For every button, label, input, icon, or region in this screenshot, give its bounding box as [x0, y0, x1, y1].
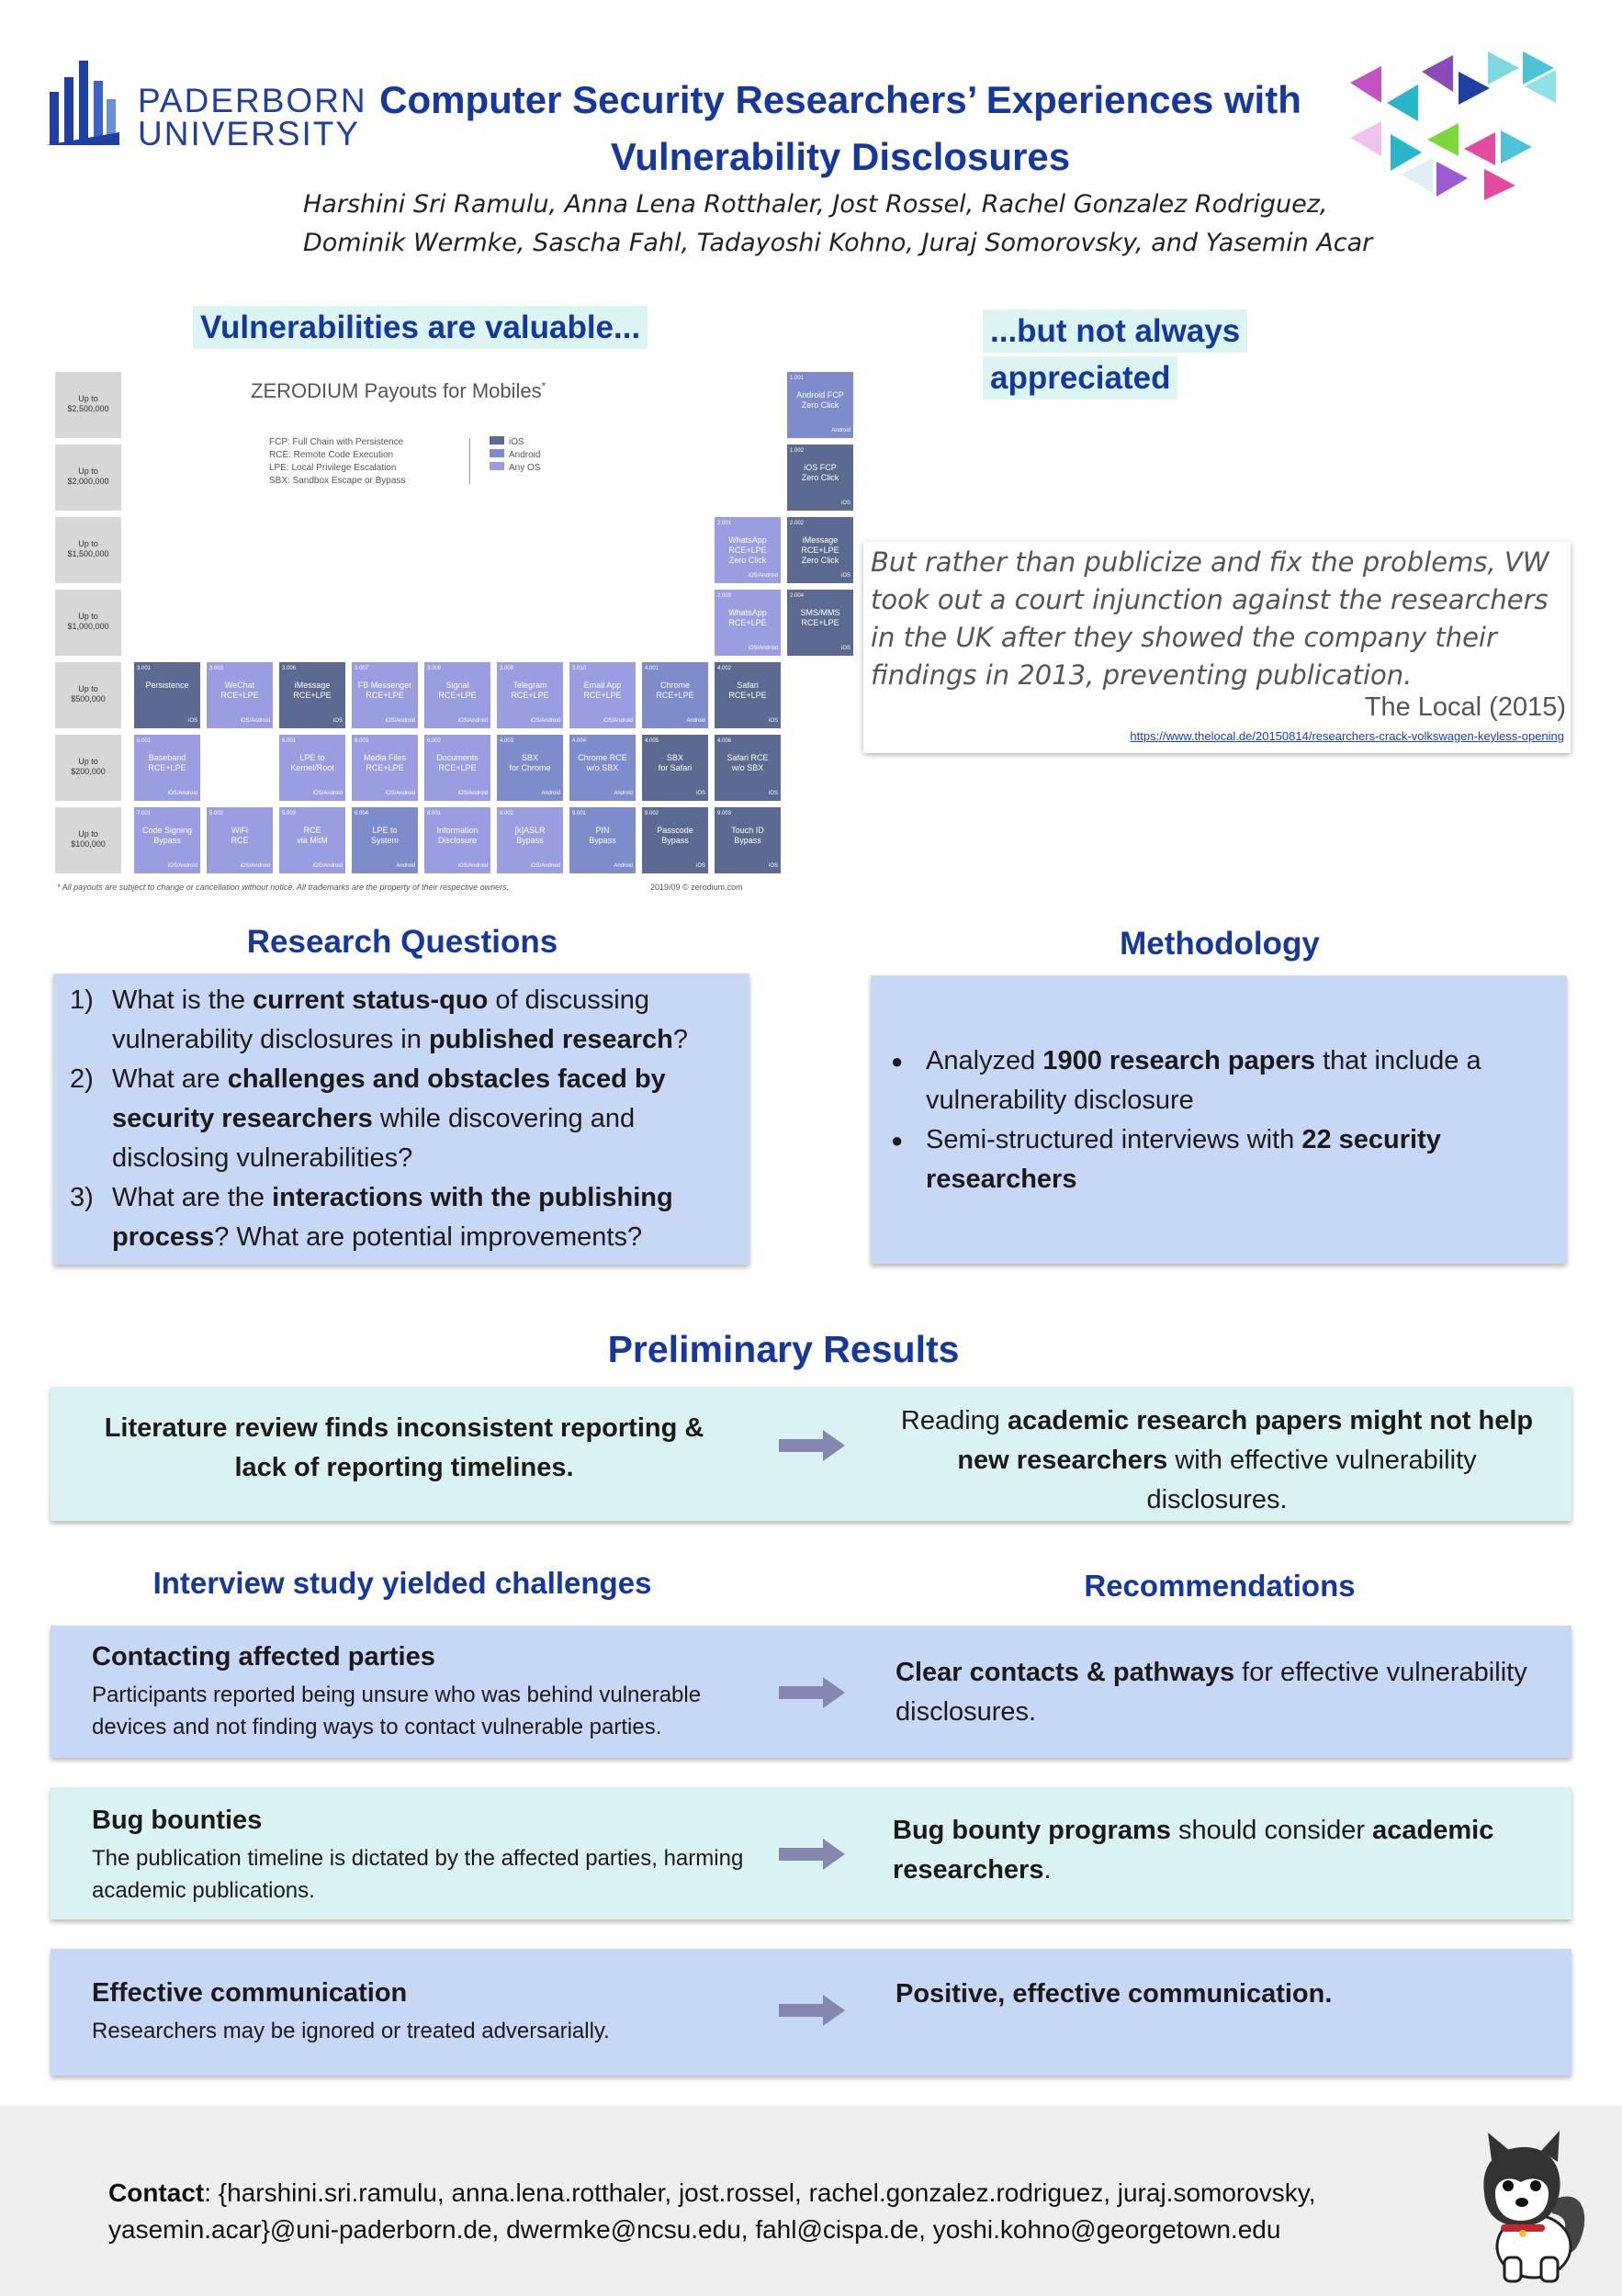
text-run: What are the: [112, 1183, 273, 1212]
tile-label: Passcode Bypass: [657, 826, 693, 845]
rq-list: [64, 981, 744, 1257]
payout-level-label: Up to $500,000: [55, 662, 121, 728]
payout-tile: [424, 735, 490, 801]
challenge-title: Contacting affected parties: [92, 1642, 435, 1671]
rq-text: [112, 1183, 673, 1252]
legend-android-label: Android: [509, 450, 541, 460]
payout-tile: [279, 662, 345, 728]
logo-line1: PADERBORN: [138, 82, 367, 119]
bold-text: academic research papers might not help new researchers: [957, 1406, 1534, 1475]
chart-title-text: ZERODIUM Payouts for Mobiles: [251, 379, 542, 402]
rq-item: [64, 1060, 744, 1178]
payout-tile: [642, 807, 708, 873]
payout-tile: [207, 807, 273, 873]
rq-item: [64, 1178, 744, 1257]
rq-text: [112, 985, 688, 1054]
tile-os: iOS/Android: [167, 791, 197, 796]
text-run: .: [1043, 1855, 1052, 1885]
tile-os: iOS/Android: [748, 646, 778, 651]
bold-text: Positive, effective communication.: [895, 1979, 1333, 2009]
legend-android: [490, 449, 540, 462]
challenge-desc: Participants reported being unsure who was behind vulnerable devices and not finding ways to contact vulnerable parties.: [92, 1683, 702, 1739]
tile-os: iOS/Android: [530, 718, 560, 724]
method-bullet: [889, 1120, 1550, 1199]
tile-label: WhatsApp RCE+LPE: [728, 608, 767, 627]
chart-credit: 2019/09 © zerodium.com: [650, 883, 743, 892]
challenge-arrow-icon: [779, 1839, 845, 1870]
valuable-heading: [193, 310, 648, 346]
tile-os: iOS: [840, 646, 850, 651]
tile-label: Email App RCE+LPE: [583, 681, 622, 700]
text-run: of discussing vulnerability disclosures in: [112, 985, 650, 1054]
tile-os: iOS/Android: [167, 863, 197, 869]
payout-tile: [715, 735, 781, 801]
tile-label: Information Disclosure: [436, 826, 479, 845]
tile-label: Telegram RCE+LPE: [511, 681, 549, 700]
prelim-left-text: Literature review finds inconsistent reporting & lack of reporting timelines.: [104, 1413, 704, 1482]
tile-code: 8.001: [427, 811, 442, 816]
tile-label: PIN Bypass: [589, 826, 616, 845]
contact: [108, 2175, 1431, 2248]
tile-code: 2.003: [717, 593, 732, 599]
appreciated-heading: [983, 308, 1247, 401]
bullet-icon: ●: [891, 1050, 904, 1073]
recommendation-text: [895, 1653, 1538, 1732]
text-run: ?: [672, 1025, 689, 1054]
text-run: ? What are potential improvements?: [214, 1222, 643, 1252]
tile-os: iOS/Android: [312, 863, 343, 869]
tile-code: 2.004: [790, 593, 805, 599]
challenge-desc: Researchers may be ignored or treated adversarially.: [92, 2019, 610, 2043]
zerodium-chart: [53, 372, 850, 897]
tile-label: Chrome RCE w/o SBX: [578, 753, 627, 772]
legend-anyos-label: Any OS: [509, 463, 541, 473]
tile-code: 1.001: [790, 376, 805, 381]
legend-def: FCP: Full Chain with Persistence: [269, 437, 404, 447]
tile-os: iOS: [768, 791, 778, 796]
valuable-heading-text: Vulnerabilities are valuable...: [193, 306, 648, 349]
payout-tile: [569, 807, 636, 873]
legend-ios: [490, 436, 540, 449]
legend-anyos: [490, 462, 540, 475]
tile-code: 4.004: [572, 738, 587, 744]
payout-tile: [352, 662, 418, 728]
tile-label: iOS FCP Zero Click: [801, 463, 839, 482]
tile-label: Chrome RCE+LPE: [656, 681, 694, 700]
text-run: for effective vulnerability disclosures.: [895, 1658, 1527, 1727]
payout-tile: [279, 735, 345, 801]
text-run: What are: [112, 1064, 228, 1094]
payout-tile: [352, 807, 418, 873]
tile-code: 6.001: [282, 738, 297, 744]
recommendation-text: [893, 1811, 1536, 1890]
tile-os: iOS/Android: [240, 863, 270, 869]
payout-tile: [715, 517, 781, 583]
tile-code: 5.003: [282, 811, 297, 816]
tile-os: Android: [396, 863, 415, 869]
poster-title: [349, 72, 1332, 186]
payout-tile: [715, 807, 781, 873]
tile-os: iOS: [840, 573, 850, 579]
tile-code: 7.001: [137, 811, 152, 816]
tile-os: iOS: [695, 791, 705, 796]
legend-def: RCE: Remote Code Execution: [269, 450, 394, 460]
tile-os: iOS: [187, 718, 197, 724]
appreciated-heading-line2: appreciated: [983, 356, 1177, 400]
tile-os: iOS/Android: [457, 718, 488, 724]
tile-label: Documents RCE+LPE: [436, 753, 479, 772]
payout-level-label: Up to $1,500,000: [55, 517, 121, 583]
tile-os: iOS/Android: [457, 863, 488, 869]
method-text: [926, 1125, 1441, 1194]
prelim-heading: Preliminary Results: [607, 1328, 960, 1370]
challenge-title: Effective communication: [92, 1978, 408, 2008]
legend-ios-label: iOS: [509, 437, 524, 447]
tile-code: 3.006: [282, 666, 297, 671]
tile-os: Android: [541, 791, 560, 796]
rq-number: 2): [70, 1064, 94, 1094]
bold-text: academic researchers: [893, 1816, 1494, 1885]
quote-text: But rather than publicize and fix the problems, VW took out a court injunction against the researchers in the UK after they showed the company their findings in 2013, preventing publication.: [871, 546, 1549, 691]
tile-label: SBX for Chrome: [509, 753, 551, 772]
text-run: What is the: [112, 985, 253, 1015]
tile-os: Android: [614, 863, 633, 869]
payout-tile: [497, 807, 563, 873]
challenge-arrow-icon: [779, 1677, 845, 1708]
tile-label: Signal RCE+LPE: [438, 681, 477, 700]
payout-tile: [207, 662, 273, 728]
tile-code: 4.005: [645, 738, 659, 744]
text-run: Semi-structured interviews with: [926, 1125, 1302, 1154]
method-list: [889, 1041, 1550, 1199]
tile-label: WhatsApp RCE+LPE Zero Click: [728, 535, 767, 565]
logo-line2: UNIVERSITY: [138, 115, 361, 152]
tile-os: iOS: [768, 863, 778, 869]
tile-code: 4.006: [717, 738, 732, 744]
legend-def: LPE: Local Privilege Escalation: [269, 463, 397, 473]
chart-title-mark: *: [541, 379, 546, 393]
payout-level-label: Up to $100,000: [55, 807, 121, 873]
text-run: with effective vulnerability disclosures.: [1146, 1446, 1477, 1514]
tile-label: RCE via MitM: [297, 826, 328, 845]
chart-legend-os: [490, 436, 540, 475]
payout-tile: [279, 807, 345, 873]
tile-label: Code Signing Bypass: [141, 826, 193, 845]
payout-tile: [569, 662, 636, 728]
decorative-triangles-icon: [1350, 46, 1580, 200]
method-bullet: [889, 1041, 1550, 1120]
text-run: while discovering and disclosing vulnerabilities?: [112, 1104, 636, 1173]
challenge-desc: The publication timeline is dictated by the affected parties, harming academic publications.: [92, 1846, 744, 1903]
tile-code: 9.002: [645, 811, 659, 816]
payout-tile: [134, 807, 200, 873]
bold-text: Clear contacts & pathways: [895, 1658, 1235, 1687]
tile-os: Android: [614, 791, 633, 796]
payout-tile: [642, 735, 708, 801]
university-logo-icon: [46, 53, 121, 149]
payout-level-label: Up to $2,000,000: [55, 445, 121, 511]
tile-os: iOS: [332, 718, 343, 724]
tile-code: 3.003: [209, 666, 224, 671]
payout-tile: [497, 735, 563, 801]
tile-os: iOS/Android: [312, 791, 343, 796]
tile-label: FB Messenger RCE+LPE: [357, 681, 412, 700]
bold-text: Bug bounty programs: [893, 1816, 1171, 1845]
tile-code: 5.002: [209, 811, 224, 816]
bold-text: published research: [428, 1025, 673, 1054]
payout-tile: [497, 662, 563, 728]
authors: [303, 186, 1405, 263]
title-line2: Vulnerability Disclosures: [610, 135, 1071, 178]
payout-tile: [134, 735, 200, 801]
challenge-title: Bug bounties: [92, 1806, 263, 1835]
bullet-icon: ●: [891, 1129, 904, 1152]
prelim-right-text: [895, 1401, 1538, 1520]
challenges-heading: Interview study yielded challenges: [152, 1566, 652, 1600]
rq-number: 3): [70, 1183, 94, 1212]
tile-os: iOS/Android: [385, 718, 415, 724]
tile-code: 2.001: [717, 521, 732, 526]
tile-label: Safari RCE+LPE: [728, 681, 767, 700]
tile-label: Media Files RCE+LPE: [363, 753, 406, 772]
tile-code: 3.008: [427, 666, 442, 671]
tile-os: iOS/Android: [457, 791, 488, 796]
rq-item: [64, 981, 744, 1060]
tile-label: WeChat RCE+LPE: [220, 681, 259, 700]
tile-os: Android: [686, 718, 705, 724]
challenge-arrow-icon: [779, 1995, 845, 2026]
tile-label: Safari RCE w/o SBX: [727, 753, 769, 772]
tile-label: SMS/MMS RCE+LPE: [800, 608, 840, 627]
tile-code: 4.003: [500, 738, 514, 744]
tile-label: Baseband RCE+LPE: [148, 753, 186, 772]
tile-label: WiFi RCE: [231, 826, 249, 845]
payout-tile: [352, 735, 418, 801]
payout-tile: [715, 662, 781, 728]
text-run: Analyzed: [926, 1046, 1043, 1075]
title-line1: Computer Security Researchers’ Experiences with: [379, 78, 1301, 121]
tile-os: iOS/Android: [385, 791, 415, 796]
contact-label: Contact: [108, 2178, 205, 2207]
bold-text: 22 security researchers: [926, 1125, 1441, 1194]
tile-code: 4.002: [717, 666, 732, 671]
tile-label: SBX for Safari: [658, 753, 693, 772]
university-name: [138, 84, 367, 151]
tile-os: iOS: [840, 501, 850, 506]
husky-mascot-icon: [1468, 2129, 1594, 2283]
payout-tile: [134, 662, 200, 728]
payout-tile: [715, 590, 781, 656]
tile-os: Android: [831, 428, 850, 433]
payout-tile: [787, 590, 853, 656]
authors-line2: Dominik Wermke, Sascha Fahl, Tadayoshi Kohno, Juraj Somorovsky, and Yasemin Acar: [303, 229, 1373, 257]
tile-code: 6.002: [427, 738, 442, 744]
bold-text: interactions with the publishing process: [112, 1183, 673, 1252]
tile-os: iOS/Android: [603, 718, 633, 724]
tile-label: Persistence: [145, 681, 189, 690]
text-run: Reading: [900, 1406, 1008, 1435]
tile-os: iOS: [768, 718, 778, 724]
tile-os: iOS/Android: [748, 573, 778, 579]
tile-code: 8.002: [500, 811, 514, 816]
tile-code: 3.010: [572, 666, 587, 671]
tile-code: 6.003: [355, 738, 369, 744]
payout-level-label: Up to $200,000: [55, 735, 121, 801]
appreciated-heading-line1: ...but not always: [983, 310, 1247, 353]
tile-label: [k]ASLR Bypass: [514, 826, 546, 845]
chart-legend-defs: [269, 436, 405, 488]
chart-footnote: * All payouts are subject to change or cancellation without notice. All trademarks are the property of their respective owners.: [57, 883, 510, 892]
tile-label: Touch ID Bypass: [731, 826, 764, 845]
payout-tile: [787, 372, 853, 438]
method-text: [926, 1046, 1481, 1115]
tile-os: iOS: [695, 863, 705, 869]
payout-tile: [787, 445, 853, 511]
rq-text: [112, 1064, 666, 1173]
tile-label: LPE to Kernel/Root: [290, 753, 334, 772]
rq-heading: Research Questions: [246, 924, 558, 960]
bold-text: 1900 research papers: [1042, 1046, 1316, 1075]
payout-tile: [569, 735, 636, 801]
tile-code: 4.001: [645, 666, 659, 671]
payout-tile: [424, 807, 490, 873]
tile-code: 3.001: [137, 666, 152, 671]
tile-label: iMessage RCE+LPE Zero Click: [801, 535, 839, 565]
tile-os: iOS/Android: [240, 718, 270, 724]
bold-text: current status-quo: [253, 985, 489, 1015]
payout-level-label: Up to $1,000,000: [55, 590, 121, 656]
chart-title: [251, 379, 546, 403]
quote-url-link[interactable]: https://www.thelocal.de/20150814/researchers-crack-volkswagen-keyless-opening: [1130, 729, 1564, 743]
chart-legend-divider: [469, 438, 470, 484]
tile-label: iMessage RCE+LPE: [293, 681, 332, 700]
tile-code: 2.002: [790, 521, 805, 526]
tile-os: iOS/Android: [530, 863, 560, 869]
recommendation-text: [895, 1975, 1538, 2014]
authors-line1: Harshini Sri Ramulu, Anna Lena Rotthaler, Jost Rossel, Rachel Gonzalez Rodriguez,: [303, 190, 1328, 219]
tile-code: 3.009: [500, 666, 514, 671]
legend-def: SBX: Sandbox Escape or Bypass: [269, 476, 406, 486]
tile-code: 3.007: [355, 666, 369, 671]
tile-code: 6.004: [355, 811, 369, 816]
rq-number: 1): [70, 985, 94, 1015]
payout-tile: [424, 662, 490, 728]
text-run: should consider: [1170, 1816, 1373, 1845]
payout-level-label: Up to $2,500,000: [55, 372, 121, 438]
prelim-arrow-icon: [779, 1430, 845, 1461]
recommendations-heading: Recommendations: [1084, 1569, 1356, 1603]
tile-code: 1.002: [790, 448, 805, 454]
text-run: that include a vulnerability disclosure: [926, 1046, 1481, 1115]
bold-text: challenges and obstacles faced by security researchers: [112, 1064, 666, 1133]
payout-tile: [642, 662, 708, 728]
tile-code: 9.003: [717, 811, 732, 816]
tile-code: 9.001: [572, 811, 587, 816]
tile-label: LPE to System: [370, 826, 399, 845]
tile-label: Android FCP Zero Click: [796, 390, 844, 410]
quote-source: The Local (2015): [1364, 692, 1566, 722]
contact-emails: : {harshini.sri.ramulu, anna.lena.rotthaler, jost.rossel, rachel.gonzalez.rodriguez, juraj.somorovsky, yasemin.acar}@uni-paderborn.de, dwermke@ncsu.edu, fahl@cispa.de, yoshi.kohno@georgetown.edu: [108, 2178, 1316, 2244]
tile-code: 5.001: [137, 738, 152, 744]
payout-tile: [787, 517, 853, 583]
method-heading: Methodology: [1120, 926, 1320, 962]
